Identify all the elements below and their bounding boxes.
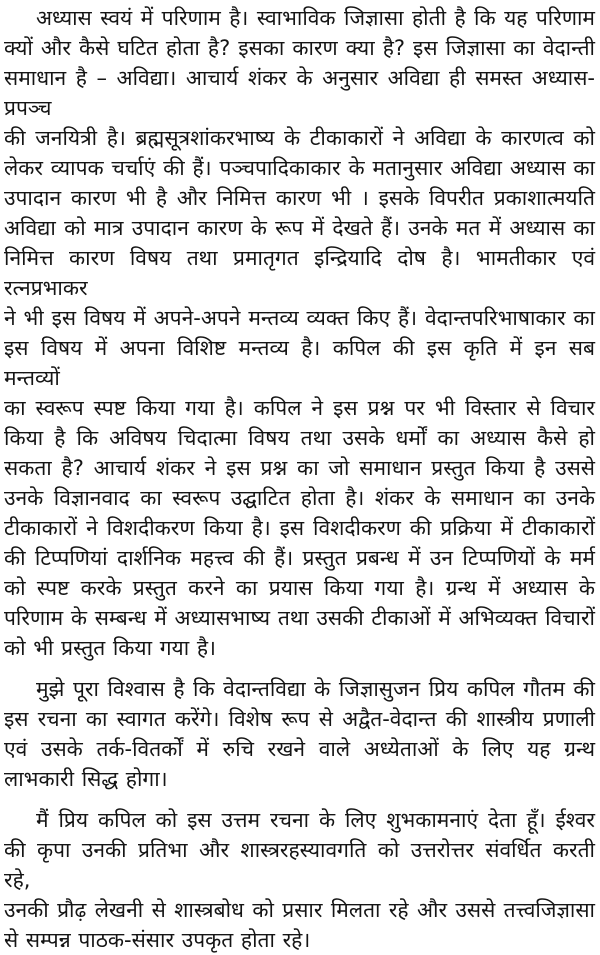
- text-line: एवं उसके तर्क-वितर्कों में रुचि रखने वाले अध्येताओं के लिए यह ग्रन्थ: [4, 737, 595, 761]
- text-line: उनकी प्रौढ़ लेखनी से शास्त्रबोध को प्रसार मिलता रहे और उससे तत्त्वजिज्ञासा: [4, 898, 595, 922]
- text-line: की जनयित्री है। ब्रह्मसूत्रशांकरभाष्य के टीकाकारों ने अविद्या के कारणत्व को: [4, 126, 595, 150]
- text-line: से सम्पन्न पाठक-संसार उपकृत होता रहे।: [4, 928, 311, 952]
- text-line: ने भी इस विषय में अपने-अपने मन्तव्य व्यक्त किए हैं। वेदान्तपरिभाषाकार का: [4, 306, 595, 330]
- text-line: मुझे पूरा विश्वास है कि वेदान्तविद्या के जिज्ञासुजन प्रिय कपिल गौतम की: [36, 677, 595, 701]
- text-line: अध्यास स्वयं में परिणाम है। स्वाभाविक जिज्ञासा होती है कि यह परिणाम: [36, 6, 595, 30]
- paragraph-3: [4, 805, 595, 955]
- text-line: अविद्या को मात्र उपादान कारण के रूप में देखते हैं। उनके मत में अध्यास का: [4, 216, 595, 240]
- text-line: परिणाम के सम्बन्ध में अध्यासभाष्य तथा उसकी टीकाओं में अभिव्यक्त विचारों: [4, 606, 595, 630]
- text-line: इस रचना का स्वागत करेंगे। विशेष रूप से अद्वैत-वेदान्त की शास्त्रीय प्रणाली: [4, 707, 595, 731]
- text-line: समाधान है – अविद्या। आचार्य शंकर के अनुसार अविद्या ही समस्त अध्यास-प्रपञ्च: [4, 66, 595, 120]
- paragraph-1: [4, 3, 595, 663]
- text-line: को भी प्रस्तुत किया गया है।: [4, 636, 216, 660]
- paragraph-2: [4, 674, 595, 794]
- page-text: [4, 3, 595, 955]
- text-line: क्यों और कैसे घटित होता है? इसका कारण क्या है? इस जिज्ञासा का वेदान्ती: [4, 36, 595, 60]
- text-line: किया है कि अविषय चिदात्मा विषय तथा उसके धर्मों का अध्यास कैसे हो: [4, 426, 595, 450]
- text-line: उपादान कारण भी है और निमित्त कारण भी । इसके विपरीत प्रकाशात्मयति: [4, 186, 595, 210]
- text-line: लेकर व्यापक चर्चाएं की हैं। पञ्चपादिकाकार के मतानुसार अविद्या अध्यास का: [4, 156, 595, 180]
- text-line: उनके विज्ञानवाद का स्वरूप उद्घाटित होता है। शंकर के समाधान का उनके: [4, 486, 595, 510]
- text-line: टीकाकारों ने विशदीकरण किया है। इस विशदीकरण की प्रक्रिया में टीकाकारों: [4, 516, 595, 540]
- text-line: निमित्त कारण विषय तथा प्रमातृगत इन्द्रियादि दोष है। भामतीकार एवं रत्नप्रभाकर: [4, 246, 595, 300]
- text-line: का स्वरूप स्पष्ट किया गया है। कपिल ने इस प्रश्न पर भी विस्तार से विचार: [4, 396, 595, 420]
- text-line: इस विषय में अपना विशिष्ट मन्तव्य है। कपिल की इस कृति में इन सब मन्तव्यों: [4, 336, 595, 390]
- text-line: की टिप्पणियां दार्शनिक महत्त्व की हैं। प्रस्तुत प्रबन्ध में उन टिप्पणियों के मर्म: [4, 546, 595, 570]
- text-line: की कृपा उनकी प्रतिभा और शास्त्ररहस्यावगति को उत्तरोत्तर संवर्धित करती रहे,: [4, 838, 595, 892]
- text-line: लाभकारी सिद्ध होगा।: [4, 767, 168, 791]
- text-line: को स्पष्ट करके प्रस्तुत करने का प्रयास किया गया है। ग्रन्थ में अध्यास के: [4, 576, 595, 600]
- text-line: सकता है? आचार्य शंकर ने इस प्रश्न का जो समाधान प्रस्तुत किया है उससे: [4, 456, 595, 480]
- text-line: मैं प्रिय कपिल को इस उत्तम रचना के लिए शुभकामनाएं देता हूँ। ईश्वर: [36, 808, 595, 832]
